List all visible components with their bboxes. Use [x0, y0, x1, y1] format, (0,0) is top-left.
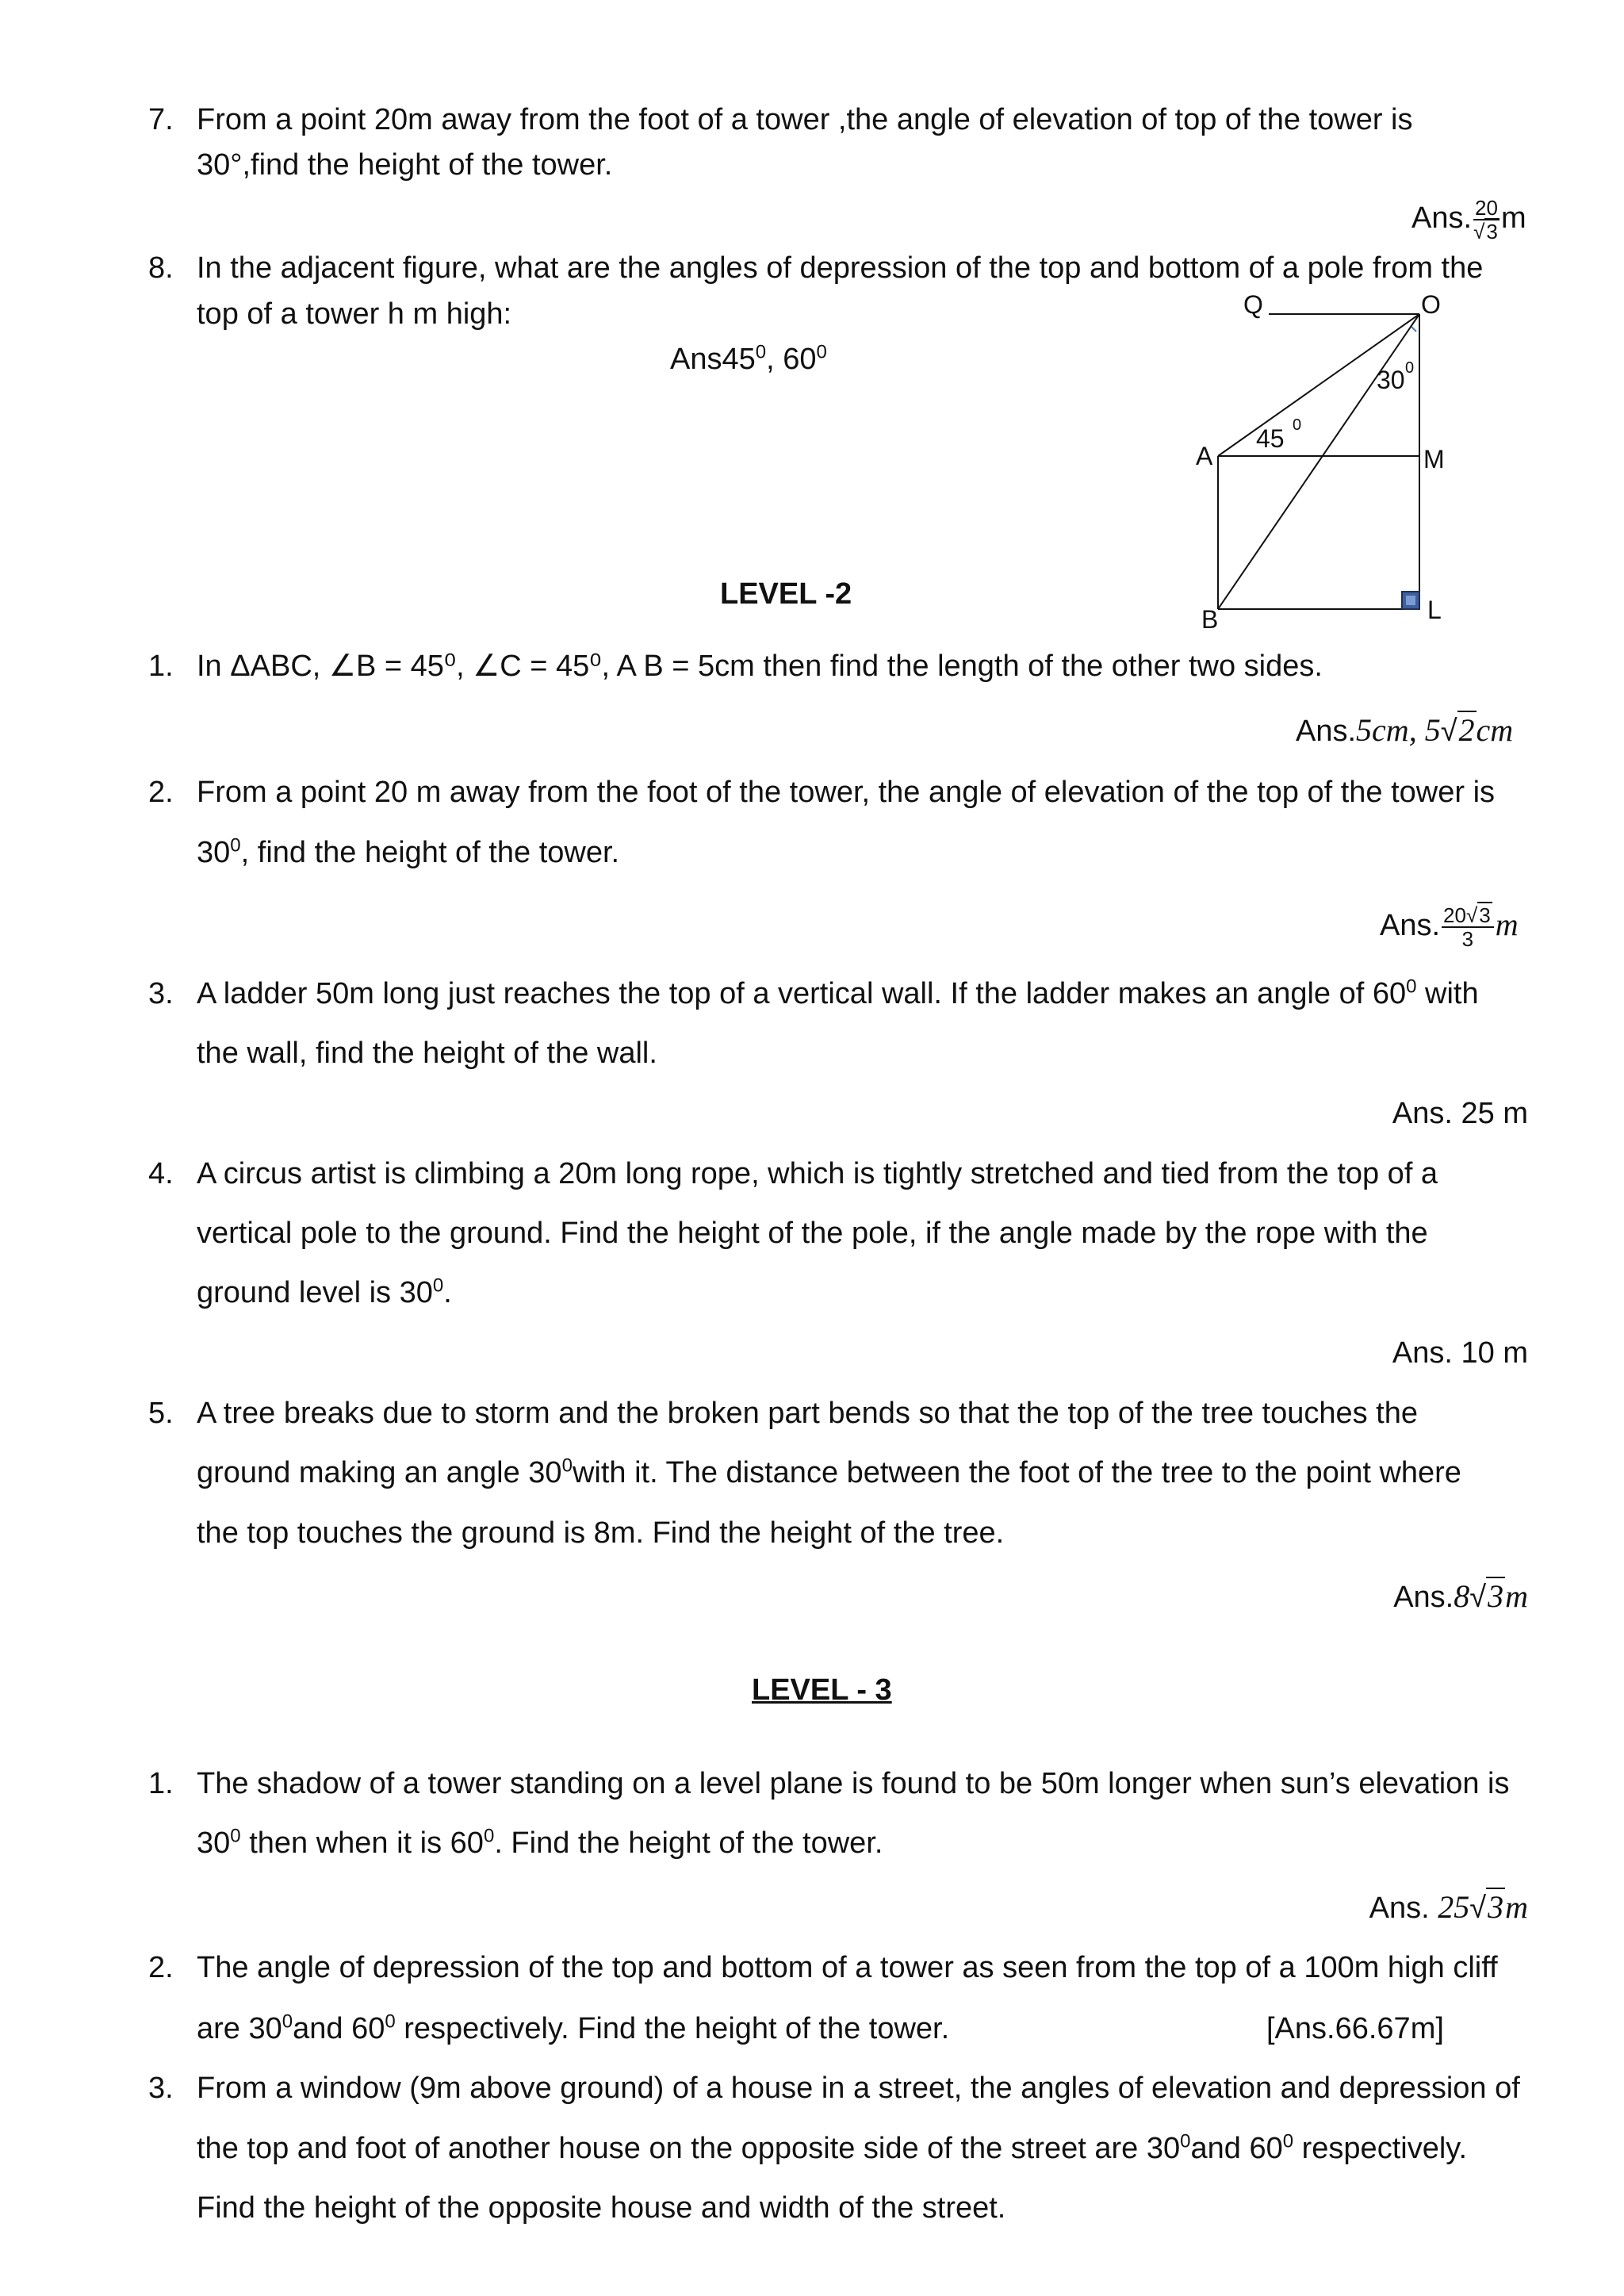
text-part: and 60	[293, 2012, 385, 2045]
answer-value: 5cm, 5	[1356, 712, 1441, 748]
section-heading: LEVEL -2	[720, 577, 852, 611]
question-text: From a point 20m away from the foot of a tower ,the angle of elevation of top of the tower is	[197, 103, 1413, 136]
root-value: 3	[1488, 1578, 1504, 1614]
question-number: 3.	[148, 2072, 174, 2105]
question-number: 4.	[148, 1157, 174, 1190]
fraction-denominator: 3	[1461, 927, 1474, 951]
question-text: top of a tower h m high:	[197, 297, 512, 331]
sight-line-ob	[1218, 314, 1419, 609]
label-a: A	[1196, 442, 1213, 470]
question-text: the wall, find the height of the wall.	[197, 1037, 657, 1070]
text-part: then when it is 60	[240, 1826, 484, 1860]
numerator-value: 20	[1443, 903, 1466, 927]
answer-fraction	[1473, 197, 1500, 243]
answer-unit: m	[1500, 201, 1526, 236]
degree-mark: 0	[483, 1825, 495, 1847]
answer-text: , 60	[766, 343, 817, 376]
angle-degree: 0	[1293, 416, 1302, 434]
text-part: ground level is 30	[197, 1276, 433, 1309]
question-text	[197, 834, 619, 871]
question-text	[197, 1455, 1461, 1491]
question-text: 30°,find the height of the tower.	[197, 148, 613, 182]
answer-prefix: Ans.	[1380, 909, 1441, 943]
text-part: . Find the height of the tower.	[494, 1826, 883, 1860]
question-text	[197, 976, 1479, 1012]
question-text: vertical pole to the ground. Find the height of the pole, if the angle made by the rope with the	[197, 1217, 1428, 1250]
answer: Ans. 25 m	[1392, 1097, 1528, 1130]
fraction-denominator: √3	[1473, 220, 1498, 243]
answer	[1393, 1578, 1528, 1616]
label-l: L	[1427, 596, 1442, 624]
answer	[1369, 1889, 1528, 1926]
question-text: In ΔABC, ∠B = 45⁰, ∠C = 45⁰, A B = 5cm then find the length of the other two sides.	[197, 650, 1323, 683]
question-text	[197, 1274, 452, 1311]
label-m: M	[1423, 445, 1445, 473]
question-text: the top touches the ground is 8m. Find the height of the tree.	[197, 1516, 1005, 1550]
question-text: The angle of depression of the top and bottom of a tower as seen from the top of a 100m high cliff	[197, 1951, 1498, 1984]
question-text	[197, 2130, 1467, 2167]
question-number: 7.	[148, 103, 174, 136]
angle-marker	[1411, 327, 1416, 332]
answer	[1296, 712, 1513, 749]
answer: [Ans.66.67m]	[1266, 2012, 1444, 2045]
sqrt-icon: √	[1469, 1892, 1487, 1925]
text-part: .	[443, 1276, 452, 1309]
degree-mark: 0	[230, 834, 241, 857]
label-q: Q	[1243, 290, 1263, 319]
text-part: respectively. Find the height of the tower.	[395, 2012, 950, 2045]
question-number: 8.	[148, 251, 174, 285]
answer-unit: m	[1495, 907, 1519, 943]
fraction-numerator: 20	[1475, 196, 1498, 220]
label-b: B	[1201, 605, 1219, 634]
answer-text: Ans45	[670, 343, 756, 376]
answer	[1380, 904, 1519, 950]
sqrt-icon: √	[1440, 715, 1457, 748]
question-number: 1.	[148, 1767, 174, 1800]
answer	[1411, 197, 1526, 243]
question-text	[197, 1825, 883, 1861]
question-number: 3.	[148, 977, 174, 1010]
root-value: 2	[1458, 712, 1475, 748]
answer	[670, 341, 827, 378]
question-number: 1.	[148, 650, 174, 683]
degree-mark: 0	[1180, 2130, 1191, 2152]
question-text: A circus artist is climbing a 20m long rope, which is tightly stretched and tied from the top of a	[197, 1157, 1438, 1190]
degree-mark: 0	[230, 1825, 241, 1847]
degree-mark: 0	[755, 341, 767, 363]
question-text	[197, 2010, 949, 2047]
question-number: 2.	[148, 1951, 174, 1984]
text-part: are 30	[197, 2012, 282, 2045]
question-number: 2.	[148, 776, 174, 809]
angle-label-o: 30	[1377, 366, 1405, 394]
sqrt-icon: √	[1469, 1581, 1487, 1614]
text-part: and 60	[1190, 2132, 1283, 2165]
answer-prefix: Ans.	[1411, 201, 1473, 236]
question-text: In the adjacent figure, what are the angles of depression of the top and bottom of a pole from the	[197, 251, 1484, 285]
answer-prefix: Ans.	[1369, 1892, 1438, 1925]
angle-label-a: 45	[1256, 424, 1285, 453]
tower-pole-figure	[1174, 286, 1459, 642]
degree-mark: 0	[385, 2010, 396, 2033]
degree-mark: 0	[816, 341, 827, 363]
question-text: The shadow of a tower standing on a level plane is found to be 50m longer when sun’s elevation is	[197, 1767, 1510, 1800]
text-part: 30	[197, 1826, 231, 1860]
degree-mark: 0	[282, 2010, 293, 2033]
label-o: O	[1421, 290, 1441, 319]
section-heading: LEVEL - 3	[752, 1673, 892, 1707]
answer-unit: cm	[1476, 712, 1514, 748]
text-part: with it. The distance between the foot of the tree to the point where	[572, 1456, 1461, 1489]
right-angle-inner	[1406, 596, 1415, 605]
question-text: From a point 20 m away from the foot of the tower, the angle of elevation of the top of the tower is	[197, 776, 1496, 809]
root-value: 3	[1488, 1889, 1504, 1925]
degree-mark: 0	[432, 1274, 444, 1297]
answer-value: 8	[1454, 1578, 1470, 1614]
question-text: A tree breaks due to storm and the broken part bends so that the top of the tree touches the	[197, 1397, 1418, 1430]
question-text: From a window (9m above ground) of a house in a street, the angles of elevation and depression of	[197, 2072, 1520, 2105]
text-part: with	[1416, 977, 1479, 1010]
text-part: A ladder 50m long just reaches the top of a vertical wall. If the ladder makes an angle of 60	[197, 977, 1407, 1010]
fraction-numerator: 20√3	[1442, 904, 1494, 928]
text-part: ground making an angle 30	[197, 1456, 562, 1489]
root-value: 3	[1479, 903, 1491, 927]
text-part: , find the height of the tower.	[240, 836, 620, 869]
degree-mark: 0	[561, 1455, 573, 1477]
answer-value: 25	[1438, 1889, 1470, 1925]
root-value: 3	[1486, 220, 1498, 243]
answer-prefix: Ans.	[1393, 1581, 1454, 1614]
answer: Ans. 10 m	[1392, 1336, 1528, 1370]
degree-mark: 0	[1406, 976, 1417, 998]
answer-unit: m	[1505, 1889, 1528, 1925]
answer-prefix: Ans.	[1296, 715, 1357, 748]
text-part: 30	[197, 836, 231, 869]
text-part: the top and foot of another house on the opposite side of the street are 30	[197, 2132, 1181, 2165]
answer-fraction	[1442, 904, 1494, 950]
angle-degree: 0	[1405, 359, 1415, 377]
question-text: Find the height of the opposite house and width of the street.	[197, 2191, 1006, 2225]
question-number: 5.	[148, 1397, 174, 1430]
degree-mark: 0	[1282, 2130, 1294, 2152]
text-part: respectively.	[1293, 2132, 1468, 2165]
answer-unit: m	[1505, 1578, 1528, 1614]
